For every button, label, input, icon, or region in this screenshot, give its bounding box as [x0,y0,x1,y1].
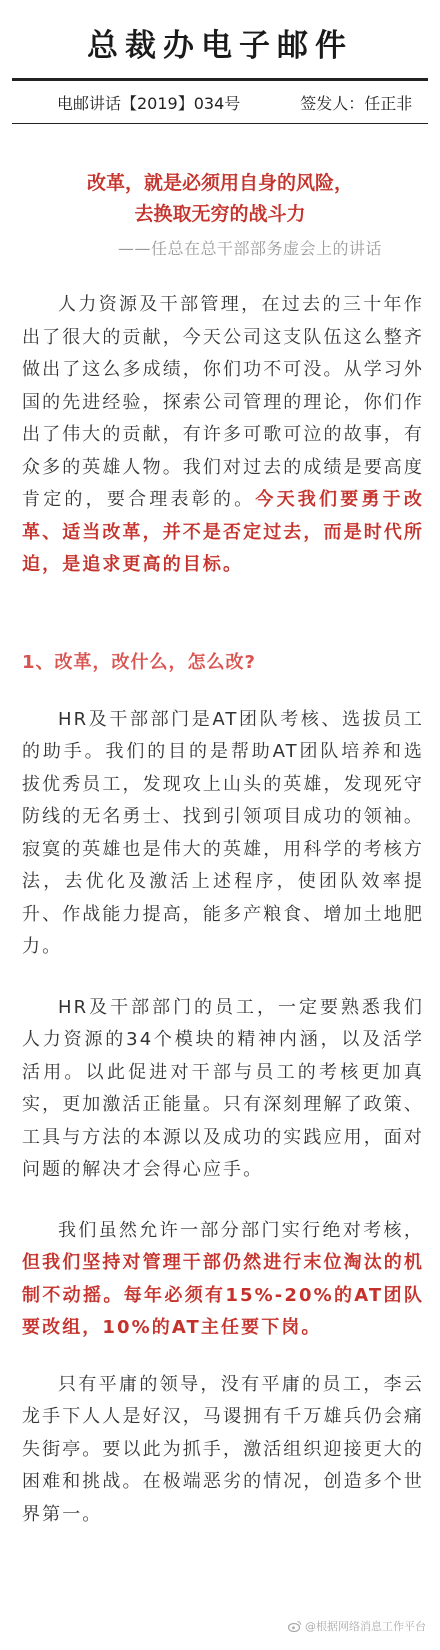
email-header [0,0,440,124]
paragraph-3-highlight: 但我们坚持对管理干部仍然进行末位淘汰的机制不动摇。每年必须有15%-20%的AT团队要改组，10%的AT主任要下岗。 [22,1252,424,1338]
section-paragraph-1: HR及干部部门是AT团队考核、选拔员工的助手。我们的目的是帮助AT团队培养和选拔优秀员工，发现攻上山头的英雄，发现死守防线的无名勇士、找到引领项目成功的领袖。寂寞的英雄也是伟大的英雄，用科学的考核方法，去优化及激活上述程序，使团队效率提升、作战能力提高，能多产粮食、增加土地肥力。 [22,708,424,957]
weibo-icon [288,1620,302,1632]
header-divider-bottom [12,123,428,124]
intro-paragraph [0,289,440,582]
section-heading: 1、改革，改什么，怎么改? [22,651,256,673]
intro-highlight: 今天我们要勇于改革、适当改革，并不是否定过去，而是时代所迫，是追求更高的目标。 [22,489,424,575]
issuer: 签发人：任正非 [300,93,413,113]
section-paragraph-2: HR及干部部门的员工，一定要熟悉我们人力资源的34个模块的精神内涵，以及活学活用。以此促进对干部与员工的考核更加真实，更加激活正能量。只有深刻理解了政策、工具与方法的本源以及成功的实践应用，面对问题的解决才会得心应手。 [22,996,424,1180]
watermark [288,1618,426,1634]
headline-line-1: 改革，就是必须用自身的风险， [86,172,353,194]
headline [0,168,440,230]
speech-number: 电邮讲话【2019】034号 [57,93,241,113]
paragraph-3-text: 我们虽然允许一部分部门实行绝对考核， [58,1219,424,1241]
header-meta [0,81,440,123]
headline-subtitle: ——任总在总干部部务虚会上的讲话 [117,239,382,258]
section-paragraph-3 [0,1215,440,1345]
intro-text: 人力资源及干部管理，在过去的三十年作出了很大的贡献，今天公司这支队伍这么整齐做出了这么多成绩，你们功不可没。从学习外国的先进经验，探索公司管理的理论，你们作出了伟大的贡献，有许多可歌可泣的故事，有众多的英雄人物。我们对过去的成绩是要高度肯定的，要合理表彰的。 [22,294,424,510]
section-paragraph-4: 只有平庸的领导，没有平庸的员工，李云龙手下人人是好汉，马谡拥有千万雄兵仍会痛失街亭。要以此为抓手，激活组织迎接更大的困难和挑战。在极端恶劣的情况，创造多个世界第一。 [22,1373,424,1525]
page-title: 总裁办电子邮件 [87,28,353,64]
watermark-text: @根据网络消息工作平台 [305,1620,426,1633]
headline-line-2: 去换取无穷的战斗力 [134,203,306,225]
